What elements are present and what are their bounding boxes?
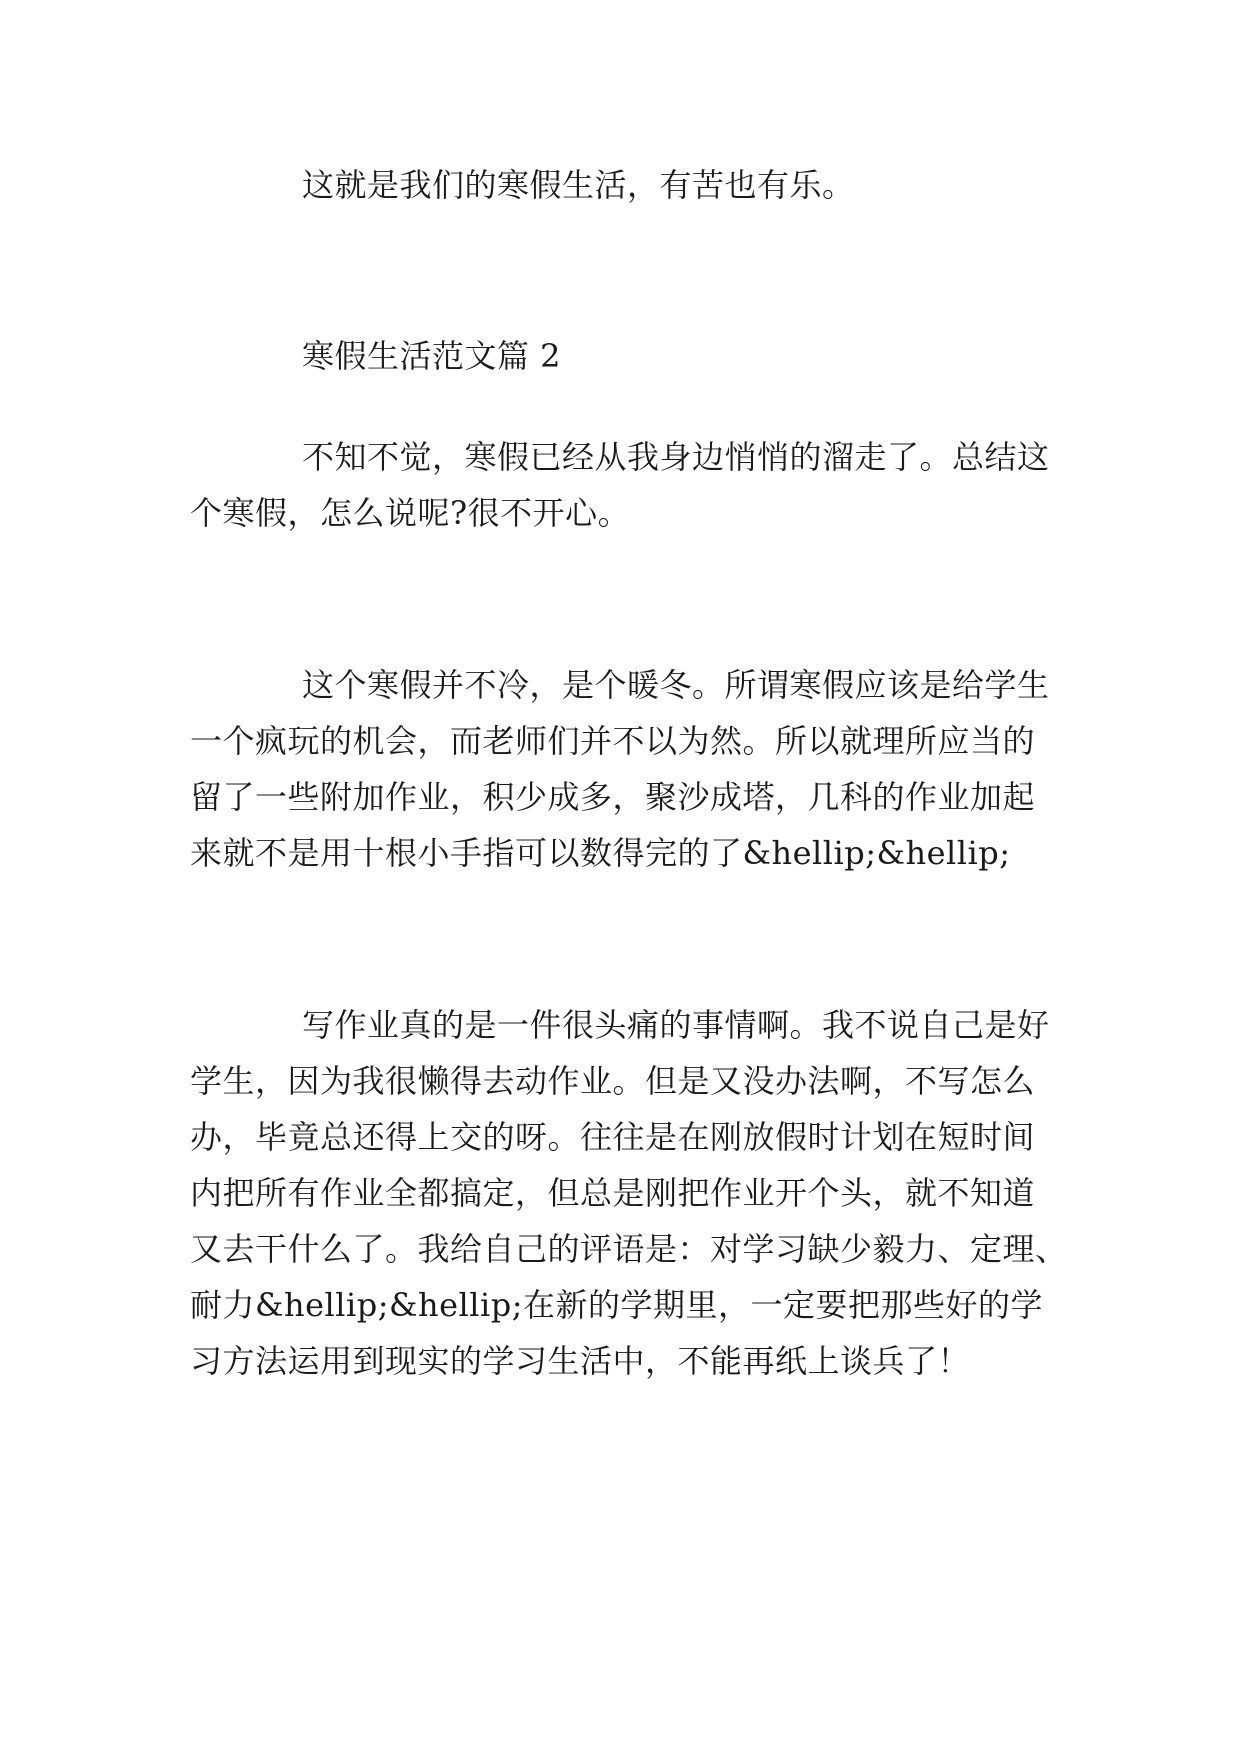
paragraph2-line4: 来就不是用十根小手指可以数得完的了&hellip;&hellip; — [190, 834, 1011, 872]
closing-line: 这就是我们的寒假生活，有苦也有乐。 — [302, 166, 855, 204]
paragraph2-line3: 留了一些附加作业，积少成多，聚沙成塔，几科的作业加起 — [190, 778, 1036, 816]
paragraph3-line4: 内把所有作业全都搞定，但总是刚把作业开个头，就不知道 — [190, 1174, 1036, 1212]
section-title: 寒假生活范文篇 2 — [302, 337, 562, 375]
paragraph3-line3: 办，毕竟总还得上交的呀。往往是在刚放假时计划在短时间 — [190, 1118, 1036, 1156]
paragraph3-line7: 习方法运用到现实的学习生活中，不能再纸上谈兵了！ — [190, 1342, 971, 1380]
paragraph2-line1: 这个寒假并不冷，是个暖冬。所谓寒假应该是给学生 — [302, 666, 1050, 704]
paragraph1-line1: 不知不觉，寒假已经从我身边悄悄的溜走了。总结这 — [302, 438, 1050, 476]
paragraph3-line1: 写作业真的是一件很头痛的事情啊。我不说自己是好 — [302, 1006, 1050, 1044]
paragraph3-line6: 耐力&hellip;&hellip;在新的学期里，一定要把那些好的学 — [190, 1286, 1044, 1324]
paragraph3-line2: 学生，因为我很懒得去动作业。但是又没办法啊，不写怎么 — [190, 1062, 1036, 1100]
paragraph3-line5: 又去干什么了。我给自己的评语是：对学习缺少毅力、定理、 — [190, 1230, 1068, 1268]
paragraph1-line2: 个寒假，怎么说呢?很不开心。 — [190, 494, 631, 532]
paragraph2-line2: 一个疯玩的机会，而老师们并不以为然。所以就理所应当的 — [190, 722, 1036, 760]
